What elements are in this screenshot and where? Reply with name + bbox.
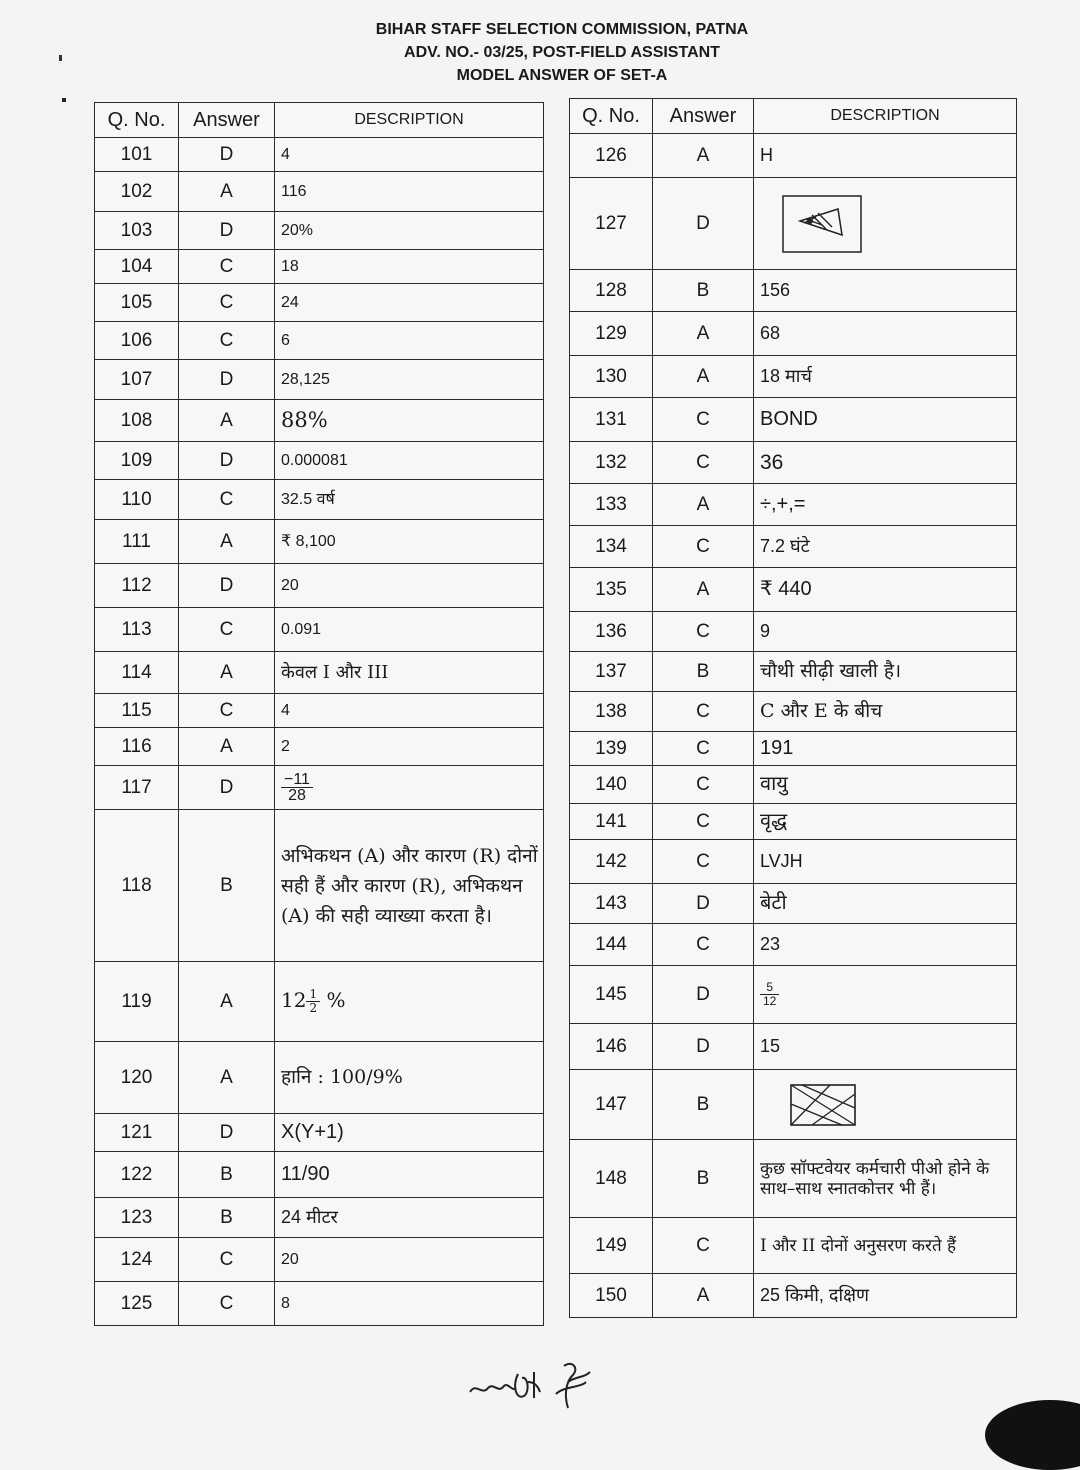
question-number: 131	[570, 398, 653, 442]
answer-option: D	[653, 884, 754, 924]
answer-option: C	[653, 692, 754, 732]
figure-option-icon	[782, 195, 862, 253]
answer-description: BOND	[754, 398, 1017, 442]
page-corner-shadow	[985, 1400, 1080, 1470]
answer-option: C	[179, 480, 275, 520]
table-row	[95, 284, 544, 322]
answer-option: C	[653, 526, 754, 568]
question-number: 118	[95, 810, 179, 962]
answer-option: C	[653, 840, 754, 884]
answer-option: A	[653, 484, 754, 526]
model-answer-title: MODEL ANSWER OF SET-A	[456, 67, 668, 84]
answer-option: A	[179, 172, 275, 212]
answer-option: A	[653, 312, 754, 356]
answer-option: B	[653, 1070, 754, 1140]
table-row	[570, 568, 1017, 612]
answer-option: B	[179, 1198, 275, 1238]
commission-title: BIHAR STAFF SELECTION COMMISSION, PATNA	[375, 21, 749, 38]
table-row	[95, 652, 544, 694]
answer-description	[275, 766, 544, 810]
answer-option: A	[179, 520, 275, 564]
question-number: 135	[570, 568, 653, 612]
table-row	[95, 1198, 544, 1238]
question-number: 103	[95, 212, 179, 250]
table-row	[95, 212, 544, 250]
answer-description: 6	[275, 322, 544, 360]
question-number: 109	[95, 442, 179, 480]
answer-description: 28,125	[275, 360, 544, 400]
fraction-denominator: 2	[309, 1001, 318, 1015]
question-number: 125	[95, 1282, 179, 1326]
answer-description: 18 मार्च	[754, 356, 1017, 398]
question-number: 145	[570, 966, 653, 1024]
answer-option: B	[653, 270, 754, 312]
answer-description: बेटी	[754, 884, 1017, 924]
table-row	[95, 400, 544, 442]
answer-description: ÷,+,=	[754, 484, 1017, 526]
answer-option: A	[179, 962, 275, 1042]
question-number: 113	[95, 608, 179, 652]
answer-description: I और II दोनों अनुसरण करते हैं	[754, 1218, 1017, 1274]
answer-description: 25 किमी, दक्षिण	[754, 1274, 1017, 1318]
answer-description: 4	[275, 694, 544, 728]
answer-option: C	[179, 1282, 275, 1326]
table-row	[95, 766, 544, 810]
answer-description: 88%	[275, 400, 544, 442]
answer-description: 0.091	[275, 608, 544, 652]
question-number: 105	[95, 284, 179, 322]
question-number: 111	[95, 520, 179, 564]
answer-option: B	[179, 810, 275, 962]
fraction	[760, 981, 779, 1008]
answer-option: D	[179, 766, 275, 810]
answer-description: केवल I और III	[275, 652, 544, 694]
qno-header: Q. No.	[95, 103, 179, 138]
table-row	[570, 526, 1017, 568]
answer-header: Answer	[653, 99, 754, 134]
table-row	[570, 692, 1017, 732]
handwritten-signature-icon	[468, 1352, 618, 1412]
answer-option: C	[179, 284, 275, 322]
question-number: 106	[95, 322, 179, 360]
question-number: 146	[570, 1024, 653, 1070]
answer-option: C	[653, 442, 754, 484]
answer-description	[754, 966, 1017, 1024]
answer-description	[275, 962, 544, 1042]
question-number: 137	[570, 652, 653, 692]
question-number: 128	[570, 270, 653, 312]
answer-description: चौथी सीढ़ी खाली है।	[754, 652, 1017, 692]
question-number: 110	[95, 480, 179, 520]
answer-description: 23	[754, 924, 1017, 966]
table-row	[95, 1152, 544, 1198]
answer-option: D	[179, 442, 275, 480]
table-row	[570, 1070, 1017, 1140]
scan-speck	[59, 55, 62, 61]
table-row	[95, 172, 544, 212]
table-row	[95, 728, 544, 766]
answer-option: C	[179, 322, 275, 360]
fraction-numerator: 1	[306, 988, 320, 1002]
answer-option: C	[179, 250, 275, 284]
answer-description: 8	[275, 1282, 544, 1326]
question-number: 107	[95, 360, 179, 400]
answer-description: अभिकथन (A) और कारण (R) दोनों सही हैं और कारण (R), अभिकथन (A) की सही व्याख्या करता है।	[275, 810, 544, 962]
table-row	[570, 1140, 1017, 1218]
question-number: 123	[95, 1198, 179, 1238]
document-header	[0, 18, 1080, 87]
table-header-row	[95, 103, 544, 138]
answer-description: हानि : 100/9%	[275, 1042, 544, 1114]
answer-description: 24 मीटर	[275, 1198, 544, 1238]
table-row	[570, 840, 1017, 884]
answer-description: LVJH	[754, 840, 1017, 884]
answer-option: C	[653, 804, 754, 840]
answer-option: C	[653, 732, 754, 766]
answer-option: D	[653, 1024, 754, 1070]
table-row	[95, 1238, 544, 1282]
answer-option: B	[653, 652, 754, 692]
answer-description: 7.2 घंटे	[754, 526, 1017, 568]
answer-description: 68	[754, 312, 1017, 356]
table-row	[570, 356, 1017, 398]
answer-description: ₹ 8,100	[275, 520, 544, 564]
answer-description: 20	[275, 564, 544, 608]
answer-option: C	[179, 1238, 275, 1282]
answer-description	[754, 178, 1017, 270]
question-number: 126	[570, 134, 653, 178]
answer-table-left	[94, 102, 544, 1326]
answer-option: A	[179, 728, 275, 766]
question-number: 130	[570, 356, 653, 398]
answer-description: 20	[275, 1238, 544, 1282]
answer-description: 9	[754, 612, 1017, 652]
question-number: 114	[95, 652, 179, 694]
mixed-number-whole: 12	[281, 988, 307, 1012]
table-row	[95, 138, 544, 172]
answer-option: C	[179, 608, 275, 652]
table-row	[570, 612, 1017, 652]
table-row	[570, 1274, 1017, 1318]
answer-option: C	[653, 398, 754, 442]
answer-option: D	[179, 1114, 275, 1152]
question-number: 129	[570, 312, 653, 356]
question-number: 142	[570, 840, 653, 884]
answer-description: वृद्ध	[754, 804, 1017, 840]
table-row	[95, 1114, 544, 1152]
question-number: 143	[570, 884, 653, 924]
answer-description: 18	[275, 250, 544, 284]
answer-description: 20%	[275, 212, 544, 250]
question-number: 112	[95, 564, 179, 608]
qno-header: Q. No.	[570, 99, 653, 134]
answer-option: D	[179, 360, 275, 400]
table-row	[95, 360, 544, 400]
question-number: 122	[95, 1152, 179, 1198]
question-number: 138	[570, 692, 653, 732]
table-row	[95, 442, 544, 480]
answer-description: 11/90	[275, 1152, 544, 1198]
table-row	[570, 884, 1017, 924]
table-row	[95, 1282, 544, 1326]
answer-option: C	[653, 924, 754, 966]
answer-option: B	[179, 1152, 275, 1198]
table-row	[570, 1024, 1017, 1070]
figure-option-icon	[790, 1084, 856, 1126]
answer-option: A	[179, 652, 275, 694]
answer-option: A	[179, 1042, 275, 1114]
table-row	[570, 178, 1017, 270]
question-number: 117	[95, 766, 179, 810]
answer-description: कुछ सॉफ्टवेयर कर्मचारी पीओ होने के साथ–साथ स्नातकोत्तर भी हैं।	[754, 1140, 1017, 1218]
fraction-denominator: 12	[763, 994, 777, 1008]
table-row	[570, 652, 1017, 692]
table-row	[570, 1218, 1017, 1274]
question-number: 115	[95, 694, 179, 728]
table-row	[570, 134, 1017, 178]
answer-option: C	[653, 1218, 754, 1274]
table-row	[570, 484, 1017, 526]
answer-description: ₹ 440	[754, 568, 1017, 612]
table-row	[95, 608, 544, 652]
answer-description: 116	[275, 172, 544, 212]
answer-description: 32.5 वर्ष	[275, 480, 544, 520]
table-row	[95, 564, 544, 608]
fraction	[306, 988, 320, 1015]
table-row	[95, 694, 544, 728]
fraction-numerator: −11	[281, 772, 313, 788]
question-number: 101	[95, 138, 179, 172]
question-number: 124	[95, 1238, 179, 1282]
answer-option: A	[653, 568, 754, 612]
percent-sign: %	[320, 988, 346, 1012]
fraction-denominator: 28	[288, 787, 306, 804]
table-row	[570, 270, 1017, 312]
question-number: 133	[570, 484, 653, 526]
scan-speck	[62, 98, 66, 102]
answer-description: C और E के बीच	[754, 692, 1017, 732]
answer-option: C	[653, 612, 754, 652]
question-number: 139	[570, 732, 653, 766]
answer-option: D	[653, 966, 754, 1024]
answer-option: C	[653, 766, 754, 804]
table-row	[95, 480, 544, 520]
table-row	[570, 924, 1017, 966]
answer-option: D	[653, 178, 754, 270]
answer-option: A	[179, 400, 275, 442]
table-row	[570, 804, 1017, 840]
advertisement-line: ADV. NO.- 03/25, POST-FIELD ASSISTANT	[404, 44, 720, 61]
question-number: 108	[95, 400, 179, 442]
answer-description: 4	[275, 138, 544, 172]
question-number: 134	[570, 526, 653, 568]
answer-description: 156	[754, 270, 1017, 312]
table-row	[95, 810, 544, 962]
question-number: 121	[95, 1114, 179, 1152]
answer-description: 36	[754, 442, 1017, 484]
question-number: 120	[95, 1042, 179, 1114]
answer-header: Answer	[179, 103, 275, 138]
answer-table-right	[569, 98, 1017, 1318]
question-number: 136	[570, 612, 653, 652]
answer-description	[754, 1070, 1017, 1140]
answer-option: D	[179, 138, 275, 172]
fraction-numerator: 5	[760, 981, 779, 995]
answer-description: X(Y+1)	[275, 1114, 544, 1152]
table-row	[570, 766, 1017, 804]
question-number: 147	[570, 1070, 653, 1140]
question-number: 104	[95, 250, 179, 284]
table-row	[95, 520, 544, 564]
table-row	[95, 250, 544, 284]
table-row	[570, 966, 1017, 1024]
answer-description: वायु	[754, 766, 1017, 804]
answer-description: 2	[275, 728, 544, 766]
question-number: 132	[570, 442, 653, 484]
table-row	[95, 322, 544, 360]
answer-description: 0.000081	[275, 442, 544, 480]
answer-option: D	[179, 212, 275, 250]
answer-option: C	[179, 694, 275, 728]
description-header: DESCRIPTION	[754, 99, 1017, 134]
answer-option: A	[653, 1274, 754, 1318]
question-number: 119	[95, 962, 179, 1042]
answer-description: 24	[275, 284, 544, 322]
table-row	[95, 962, 544, 1042]
question-number: 102	[95, 172, 179, 212]
question-number: 144	[570, 924, 653, 966]
answer-description: 15	[754, 1024, 1017, 1070]
table-row	[570, 732, 1017, 766]
answer-description: 191	[754, 732, 1017, 766]
question-number: 150	[570, 1274, 653, 1318]
description-header: DESCRIPTION	[275, 103, 544, 138]
fraction	[281, 772, 313, 803]
question-number: 148	[570, 1140, 653, 1218]
question-number: 149	[570, 1218, 653, 1274]
question-number: 116	[95, 728, 179, 766]
answer-option: B	[653, 1140, 754, 1218]
question-number: 127	[570, 178, 653, 270]
table-header-row	[570, 99, 1017, 134]
table-row	[95, 1042, 544, 1114]
table-row	[570, 398, 1017, 442]
answer-option: A	[653, 356, 754, 398]
answer-description: H	[754, 134, 1017, 178]
table-row	[570, 442, 1017, 484]
question-number: 141	[570, 804, 653, 840]
question-number: 140	[570, 766, 653, 804]
answer-option: A	[653, 134, 754, 178]
table-row	[570, 312, 1017, 356]
answer-option: D	[179, 564, 275, 608]
